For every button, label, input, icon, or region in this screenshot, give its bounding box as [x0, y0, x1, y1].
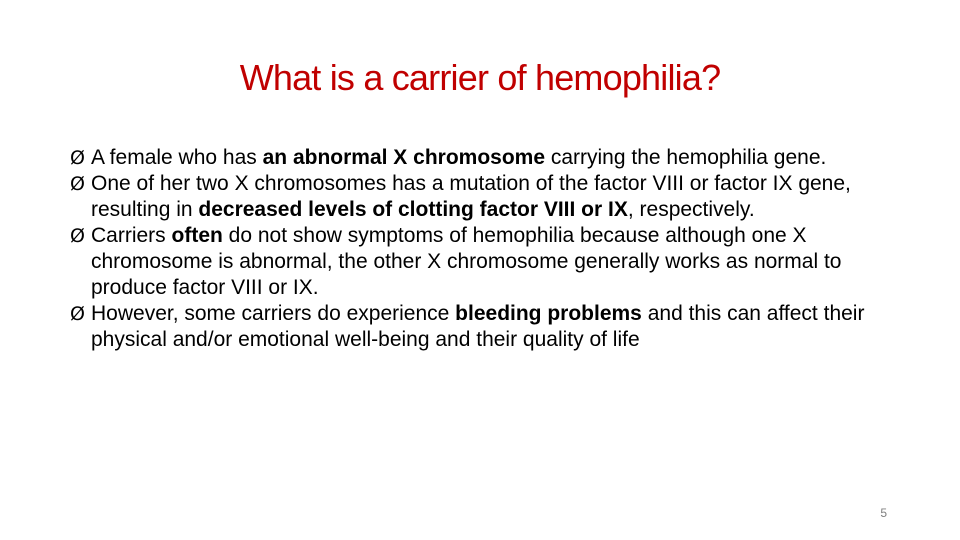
bullet-emphasis: often: [171, 224, 223, 247]
bullet-emphasis: an abnormal X chromosome: [262, 146, 546, 169]
bullet-text: A female who has: [91, 146, 263, 169]
bullet-item-bleeding-problems: [70, 301, 900, 353]
slide-title: What is a carrier of hemophilia?: [239, 57, 721, 98]
page-number: 5: [880, 506, 887, 520]
arrow-bullet-icon: Ø: [70, 173, 85, 195]
bullet-text: One of her two X chromosomes has a mutation of the factor VIII or factor IX gene, resulting in: [91, 172, 851, 221]
bullet-text: do not show symptoms of hemophilia because although one X chromosome is abnormal, the other X chromosome generally works as normal to produce factor VIII or IX.: [91, 224, 842, 299]
bullet-text: Carriers: [91, 224, 172, 247]
bullet-item-carrier-definition: [70, 145, 900, 171]
bullet-emphasis: decreased levels of clotting factor VIII or IX: [198, 198, 628, 221]
bullet-text: , respectively.: [627, 198, 755, 221]
arrow-bullet-icon: Ø: [70, 303, 85, 325]
bullet-list: [70, 145, 900, 353]
bullet-text: However, some carriers do experience: [91, 302, 456, 325]
bullet-text: carrying the hemophilia gene.: [545, 146, 827, 169]
bullet-text: and this can affect their physical and/or emotional well-being and their quality of life: [91, 302, 865, 351]
bullet-item-symptoms: [70, 223, 900, 301]
arrow-bullet-icon: Ø: [70, 225, 85, 247]
arrow-bullet-icon: Ø: [70, 147, 85, 169]
bullet-item-mutation: [70, 171, 900, 223]
bullet-emphasis: bleeding problems: [455, 302, 642, 325]
